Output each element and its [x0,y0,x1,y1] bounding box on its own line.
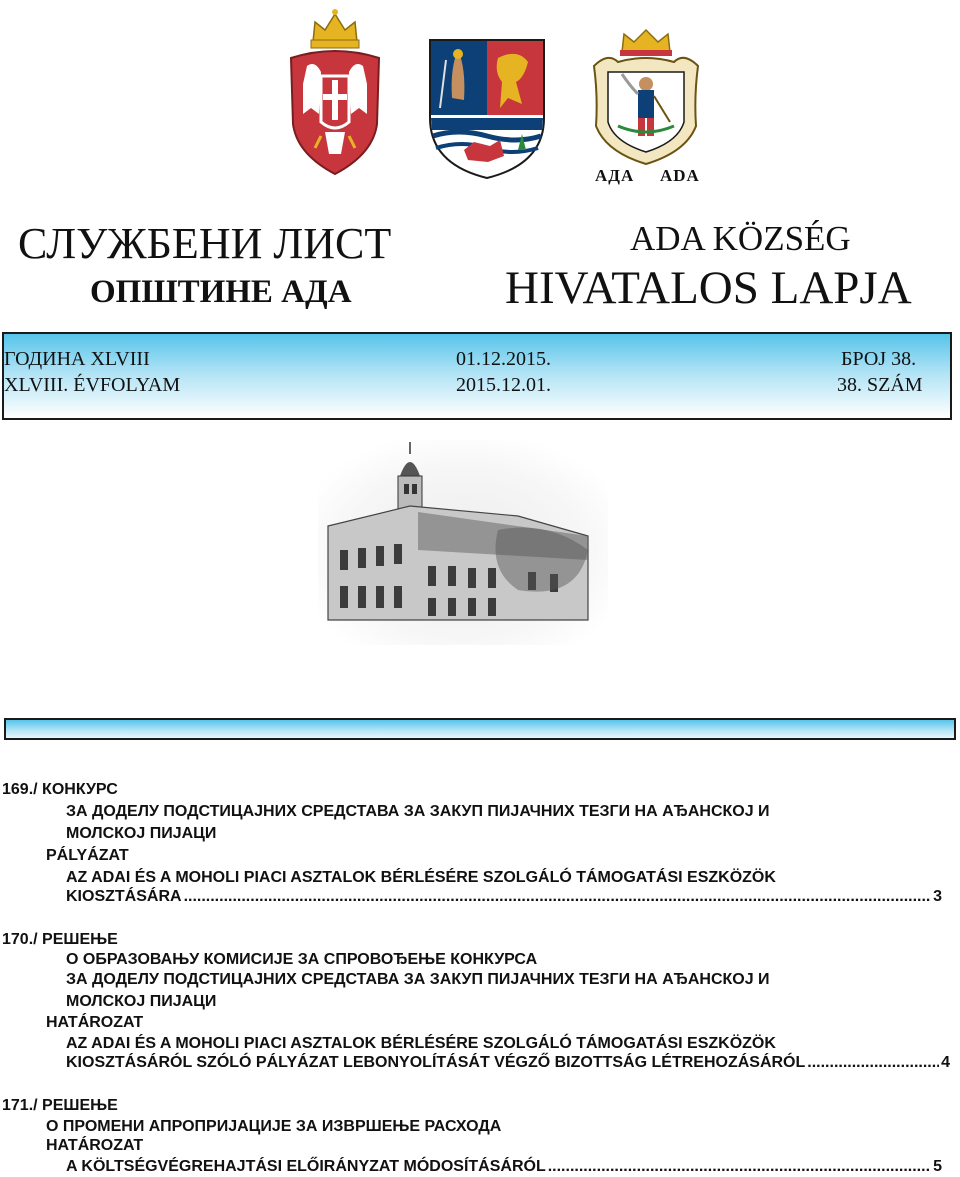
serbia-coat-of-arms-icon [285,4,385,176]
toc-entry-type-hu: PÁLYÁZAT [46,847,129,864]
toc-entry-line: О ОБРАЗОВАЊУ КОМИСИЈЕ ЗА СПРОВОЂЕЊЕ КОНКУРСА [66,951,538,968]
issue-number-hungarian: 38. SZÁM [837,374,923,396]
toc-entry-line: AZ ADAI ÉS A MOHOLI PIACI ASZTALOK BÉRLÉSÉRE SZOLGÁLÓ TÁMOGATÁSI ESZKÖZÖK [66,869,776,886]
toc-entry-last-line: KIOSZTÁSÁRA [66,888,182,905]
date-hungarian: 2015.12.01. [456,374,551,396]
year-hungarian: XLVIII. ÉVFOLYAM [4,374,181,396]
toc-entry-line: МОЛСКОЈ ПИЈАЦИ [66,993,217,1010]
title-serbian-line1: СЛУЖБЕНИ ЛИСТ [18,219,392,268]
crest-caption-cyrillic: АДА [595,166,635,185]
title-serbian-line2: ОПШТИНЕ АДА [90,274,352,310]
toc-entry-169-header [2,780,118,800]
toc-entry-type-hu: HATÁROZAT [46,1137,144,1154]
vojvodina-coat-of-arms-icon [428,38,546,180]
toc-entry-line: О ПРОМЕНИ АПРОПРИЈАЦИЈЕ ЗА ИЗВРШЕЊЕ РАСХОДА [46,1118,502,1135]
toc-entry-type: КОНКУРС [42,781,118,798]
toc-entry-line: ЗА ДОДЕЛУ ПОДСТИЦАЈНИХ СРЕДСТАВА ЗА ЗАКУП ПИЈАЧНИХ ТЕЗГИ НА АЂАНСКОЈ И [66,971,770,988]
toc-entry-171-header [2,1096,118,1116]
issue-number-serbian: БРОЈ 38. [841,348,917,370]
toc-entry-type: РЕШЕЊЕ [42,931,118,948]
toc-entry-page: 3 [933,888,942,905]
toc-entry-last-line: KIOSZTÁSÁRÓL SZÓLÓ PÁLYÁZAT LEBONYOLÍTÁSÁT VÉGZŐ BIZOTTSÁG LÉTREHOZÁSÁRÓL [66,1054,806,1071]
dot-leader [807,1053,939,1073]
toc-entry-page: 4 [941,1054,950,1071]
title-hungarian-line2: HIVATALOS LAPJA [505,262,912,314]
toc-entry-line: AZ ADAI ÉS A MOHOLI PIACI ASZTALOK BÉRLÉSÉRE SZOLGÁLÓ TÁMOGATÁSI ESZKÖZÖK [66,1035,776,1052]
toc-entry-number: 169./ [2,781,38,798]
blue-divider-bar [4,718,956,740]
dot-leader [184,887,932,907]
toc-entry-last-line: A KÖLTSÉGVÉGREHAJTÁSI ELŐIRÁNYZAT MÓDOSÍTÁSÁRÓL [66,1158,546,1175]
toc-entry-line: МОЛСКОЈ ПИЈАЦИ [66,825,217,842]
toc-entry-169-link[interactable] [66,887,942,907]
toc-entry-171-link[interactable] [66,1157,942,1177]
issue-info-bar [2,332,952,420]
title-hungarian-line1: ADA KÖZSÉG [630,219,851,258]
crest-caption-latin: ADA [660,166,700,185]
masthead-crests [0,0,960,200]
town-hall-drawing [318,440,608,645]
toc-entry-170-link[interactable] [66,1053,950,1073]
ada-coat-of-arms-icon [588,26,704,166]
toc-entry-type-hu: HATÁROZAT [46,1014,144,1031]
toc-entry-page: 5 [933,1158,942,1175]
toc-entry-line: ЗА ДОДЕЛУ ПОДСТИЦАЈНИХ СРЕДСТАВА ЗА ЗАКУП ПИЈАЧНИХ ТЕЗГИ НА АЂАНСКОЈ И [66,803,770,820]
toc-entry-number: 170./ [2,931,38,948]
toc-entry-number: 171./ [2,1097,38,1114]
year-serbian: ГОДИНА XLVIII [4,348,150,370]
dot-leader [548,1157,931,1177]
toc-entry-type: РЕШЕЊЕ [42,1097,118,1114]
date-serbian: 01.12.2015. [456,348,551,370]
toc-entry-170-header [2,930,118,950]
